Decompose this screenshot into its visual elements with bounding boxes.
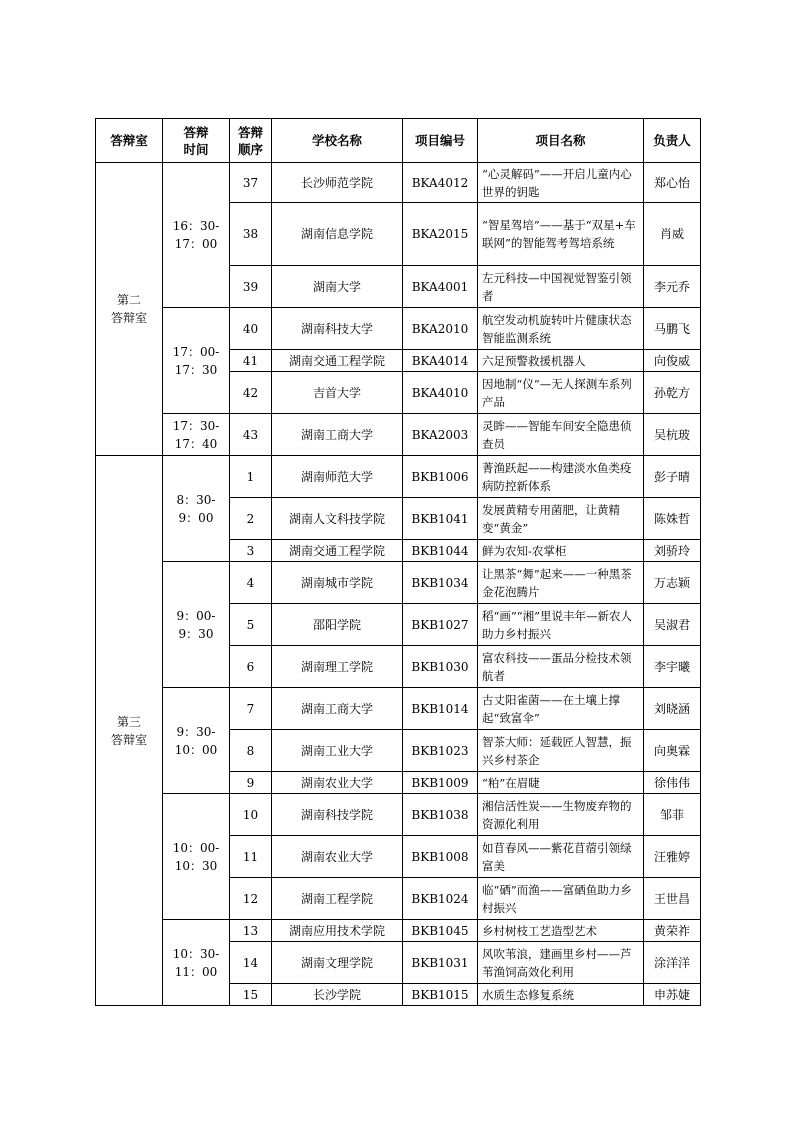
project-name-cell: 智茶大师：延载匠人智慧，振兴乡村茶企 <box>478 730 644 772</box>
order-cell: 40 <box>230 308 272 350</box>
school-cell: 湖南大学 <box>272 266 403 308</box>
code-cell: BKB1031 <box>403 942 478 984</box>
code-cell: BKA2003 <box>403 414 478 456</box>
time-cell: 10：30- 11：00 <box>163 920 230 1006</box>
table-row <box>96 920 701 942</box>
code-cell: BKB1015 <box>403 984 478 1006</box>
code-cell: BKB1023 <box>403 730 478 772</box>
school-cell: 湖南师范大学 <box>272 456 403 498</box>
code-cell: BKB1008 <box>403 836 478 878</box>
school-cell: 湖南人文科技学院 <box>272 498 403 540</box>
project-name-cell: 稻“画”“湘”里说丰年—新农人助力乡村振兴 <box>478 604 644 646</box>
school-cell: 湖南农业大学 <box>272 836 403 878</box>
lead-cell: 徐伟伟 <box>644 772 701 794</box>
school-cell: 湖南文理学院 <box>272 942 403 984</box>
lead-cell: 彭子晴 <box>644 456 701 498</box>
table-row <box>96 794 701 836</box>
project-name-cell: 古丈阳雀菌——在土壤上撑起“致富伞” <box>478 688 644 730</box>
header-lead: 负责人 <box>644 119 701 163</box>
code-cell: BKA4012 <box>403 163 478 203</box>
school-cell: 湖南工商大学 <box>272 688 403 730</box>
code-cell: BKA4014 <box>403 350 478 372</box>
lead-cell: 吴杭玻 <box>644 414 701 456</box>
lead-cell: 刘骄玲 <box>644 540 701 562</box>
header-school: 学校名称 <box>272 119 403 163</box>
lead-cell: 马鹏飞 <box>644 308 701 350</box>
header-time: 答辩 时间 <box>163 119 230 163</box>
project-name-cell: 航空发动机旋转叶片健康状态智能监测系统 <box>478 308 644 350</box>
code-cell: BKB1014 <box>403 688 478 730</box>
school-cell: 湖南交通工程学院 <box>272 350 403 372</box>
table-row <box>96 688 701 730</box>
order-cell: 38 <box>230 203 272 266</box>
school-cell: 长沙学院 <box>272 984 403 1006</box>
lead-cell: 陈姝哲 <box>644 498 701 540</box>
project-name-cell: 水质生态修复系统 <box>478 984 644 1006</box>
lead-cell: 汪雅婷 <box>644 836 701 878</box>
school-cell: 湖南交通工程学院 <box>272 540 403 562</box>
code-cell: BKB1034 <box>403 562 478 604</box>
order-cell: 39 <box>230 266 272 308</box>
project-name-cell: 临“硒”而渔——富硒鱼助力乡村振兴 <box>478 878 644 920</box>
order-cell: 43 <box>230 414 272 456</box>
order-cell: 14 <box>230 942 272 984</box>
school-cell: 湖南工业大学 <box>272 730 403 772</box>
time-cell: 9：00- 9：30 <box>163 562 230 688</box>
code-cell: BKB1041 <box>403 498 478 540</box>
project-name-cell: 乡村树枝工艺造型艺术 <box>478 920 644 942</box>
lead-cell: 万志颖 <box>644 562 701 604</box>
lead-cell: 申苏婕 <box>644 984 701 1006</box>
lead-cell: 向俊威 <box>644 350 701 372</box>
order-cell: 9 <box>230 772 272 794</box>
code-cell: BKB1030 <box>403 646 478 688</box>
header-row <box>96 119 701 163</box>
order-cell: 42 <box>230 372 272 414</box>
table-row <box>96 456 701 498</box>
table-row <box>96 163 701 203</box>
order-cell: 4 <box>230 562 272 604</box>
school-cell: 湖南科技学院 <box>272 794 403 836</box>
code-cell: BKB1006 <box>403 456 478 498</box>
project-name-cell: 风吹苇浪，建画里乡村——芦苇渔饲高效化利用 <box>478 942 644 984</box>
project-name-cell: 发展黄精专用菌肥，让黄精变“黄金” <box>478 498 644 540</box>
project-name-cell: 让黑茶“舞”起来——一种黑茶金花泡腾片 <box>478 562 644 604</box>
order-cell: 8 <box>230 730 272 772</box>
time-cell: 8：30- 9：00 <box>163 456 230 562</box>
order-cell: 5 <box>230 604 272 646</box>
lead-cell: 邹菲 <box>644 794 701 836</box>
room-cell: 第二 答辩室 <box>96 163 163 456</box>
school-cell: 湖南农业大学 <box>272 772 403 794</box>
school-cell: 湖南科技大学 <box>272 308 403 350</box>
code-cell: BKB1045 <box>403 920 478 942</box>
project-name-cell: 灵眸——智能车间安全隐患侦查员 <box>478 414 644 456</box>
header-code: 项目编号 <box>403 119 478 163</box>
project-name-cell: 鲜为农知-农掌柜 <box>478 540 644 562</box>
code-cell: BKB1044 <box>403 540 478 562</box>
code-cell: BKA2010 <box>403 308 478 350</box>
header-order: 答辩 顺序 <box>230 119 272 163</box>
project-name-cell: 因地制“仪”—无人探测车系列产品 <box>478 372 644 414</box>
school-cell: 湖南城市学院 <box>272 562 403 604</box>
project-name-cell: “心灵解码”——开启儿童内心世界的钥匙 <box>478 163 644 203</box>
school-cell: 长沙师范学院 <box>272 163 403 203</box>
project-name-cell: 六足预警救援机器人 <box>478 350 644 372</box>
order-cell: 13 <box>230 920 272 942</box>
order-cell: 7 <box>230 688 272 730</box>
lead-cell: 李宇曦 <box>644 646 701 688</box>
lead-cell: 李元乔 <box>644 266 701 308</box>
project-name-cell: “粕”在眉睫 <box>478 772 644 794</box>
time-cell: 10：00- 10：30 <box>163 794 230 920</box>
defense-schedule-table <box>95 118 701 1006</box>
table-row <box>96 562 701 604</box>
header-name: 项目名称 <box>478 119 644 163</box>
project-name-cell: “智星驾培”——基于“双星+车联网”的智能驾考驾培系统 <box>478 203 644 266</box>
lead-cell: 黄荣祚 <box>644 920 701 942</box>
time-cell: 9：30- 10：00 <box>163 688 230 794</box>
lead-cell: 刘晓涵 <box>644 688 701 730</box>
time-cell: 17：30- 17：40 <box>163 414 230 456</box>
code-cell: BKB1038 <box>403 794 478 836</box>
order-cell: 15 <box>230 984 272 1006</box>
school-cell: 吉首大学 <box>272 372 403 414</box>
time-cell: 16：30- 17：00 <box>163 163 230 308</box>
order-cell: 37 <box>230 163 272 203</box>
order-cell: 3 <box>230 540 272 562</box>
code-cell: BKA2015 <box>403 203 478 266</box>
code-cell: BKB1024 <box>403 878 478 920</box>
lead-cell: 向奥霖 <box>644 730 701 772</box>
code-cell: BKB1027 <box>403 604 478 646</box>
lead-cell: 王世昌 <box>644 878 701 920</box>
order-cell: 11 <box>230 836 272 878</box>
order-cell: 12 <box>230 878 272 920</box>
code-cell: BKB1009 <box>403 772 478 794</box>
school-cell: 湖南应用技术学院 <box>272 920 403 942</box>
lead-cell: 吴淑君 <box>644 604 701 646</box>
order-cell: 41 <box>230 350 272 372</box>
project-name-cell: 富农科技——蛋品分检技术领航者 <box>478 646 644 688</box>
project-name-cell: 湘信活性炭——生物废弃物的资源化利用 <box>478 794 644 836</box>
lead-cell: 郑心怡 <box>644 163 701 203</box>
lead-cell: 孙乾方 <box>644 372 701 414</box>
code-cell: BKA4010 <box>403 372 478 414</box>
header-room: 答辩室 <box>96 119 163 163</box>
project-name-cell: 如苜春风——紫花苜蓿引领绿富美 <box>478 836 644 878</box>
project-name-cell: 菁渔跃起——构建淡水鱼类疫病防控新体系 <box>478 456 644 498</box>
school-cell: 湖南理工学院 <box>272 646 403 688</box>
school-cell: 湖南信息学院 <box>272 203 403 266</box>
table-row <box>96 308 701 350</box>
lead-cell: 涂洋洋 <box>644 942 701 984</box>
order-cell: 6 <box>230 646 272 688</box>
code-cell: BKA4001 <box>403 266 478 308</box>
project-name-cell: 左元科技—中国视觉智鉴引领者 <box>478 266 644 308</box>
order-cell: 2 <box>230 498 272 540</box>
room-cell: 第三 答辩室 <box>96 456 163 1006</box>
time-cell: 17：00- 17：30 <box>163 308 230 414</box>
school-cell: 湖南工程学院 <box>272 878 403 920</box>
order-cell: 1 <box>230 456 272 498</box>
lead-cell: 肖威 <box>644 203 701 266</box>
table-row <box>96 414 701 456</box>
order-cell: 10 <box>230 794 272 836</box>
school-cell: 邵阳学院 <box>272 604 403 646</box>
school-cell: 湖南工商大学 <box>272 414 403 456</box>
